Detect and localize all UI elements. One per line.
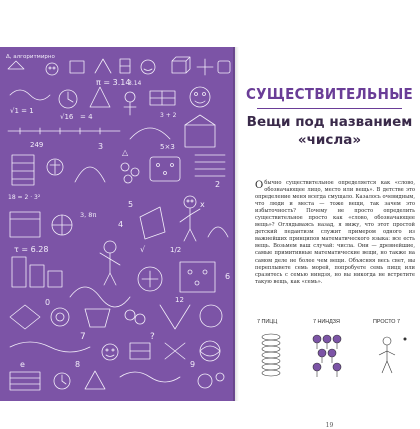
section-title: СУЩЕСТВИТЕЛЬНЫЕ (245, 85, 414, 103)
figure-label-pizzas: 7 ПИЦЦ (257, 319, 278, 325)
doodle-text: 5×3 (160, 143, 175, 151)
doodle-text: 249 (30, 141, 44, 149)
doodle-text: 7 (80, 332, 86, 342)
doodle-text: Δ, алгоритмирно (6, 54, 55, 60)
doodle-text: 1/2 (170, 246, 182, 254)
figure-label-ninjas: 7 НИНДЗЯ (313, 319, 340, 325)
doodle-text: 18 = 2 · 3² (8, 194, 41, 201)
seven-things-figure (255, 319, 415, 381)
doodle-text: = 4 (80, 113, 93, 121)
body-paragraph (255, 180, 415, 286)
doodle-text: 2 (215, 180, 221, 189)
doodle-text: 3.14 (128, 80, 142, 87)
chapter-title-line1: Вещи под названием (246, 114, 413, 130)
body-paragraph-text: бычно существительное определяется как «слово, обозначающее лицо, место или вещь». В детстве это определение меня всегда смущало. Казалось очевидным, что люди и места — тоже вещи, так зачем это избыточность? Почему не просто определить существительное просто как «слово, обозначающее вещь»? Оглядываясь назад, я вижу, что этот простой детский педантизм служит примером одного из важнейших принципов математического языка: все есть вещь. Возьмем ваш случай: числа. Они — древнейшие, самые примитивные математические вещи, но также на самом деле не более чем вещи. Объясняя весь свет, вы переплывете семь морей, попробуете семь пицц или сразитесь с семью ниндзя, но вы никогда не встретите такую вещь, как «семь». (255, 180, 415, 285)
math-doodles-illustration (0, 47, 235, 401)
doodle-text: 8 (75, 360, 81, 369)
doodle-text: 9 (190, 360, 196, 369)
figure-label-just-seven: ПРОСТО 7 (373, 319, 400, 325)
doodle-text: √1 = 1 (10, 107, 34, 115)
doodle-text: τ = 6.28 (14, 245, 49, 254)
doodle-text: e (20, 360, 25, 369)
title-divider (257, 108, 402, 109)
doodle-text: 4 (118, 220, 124, 229)
seven-things-illustration (255, 327, 415, 383)
chapter-title (239, 113, 420, 149)
doodle-text: x (200, 200, 205, 209)
doodle-text: △ (122, 148, 129, 157)
page-number: 19 (325, 422, 334, 429)
doodle-text: ? (150, 332, 155, 342)
doodle-text: 5 (128, 200, 134, 209)
doodle-page (0, 47, 235, 401)
doodle-text: 3, 8π (80, 211, 97, 219)
doodle-text: √16 (60, 113, 74, 121)
doodle-text: 6 (225, 272, 231, 281)
chapter-title-line2: «числа» (297, 132, 362, 148)
doodle-text: 12 (175, 296, 184, 304)
doodle-text: √ (140, 245, 146, 254)
drop-cap: О (255, 180, 264, 191)
doodle-text: 3 + 2 (160, 112, 177, 119)
doodle-text: 3 (98, 142, 104, 151)
doodle-text: π = 3.14 (96, 78, 131, 87)
doodle-text: 0 (45, 298, 51, 307)
text-page (239, 47, 420, 429)
